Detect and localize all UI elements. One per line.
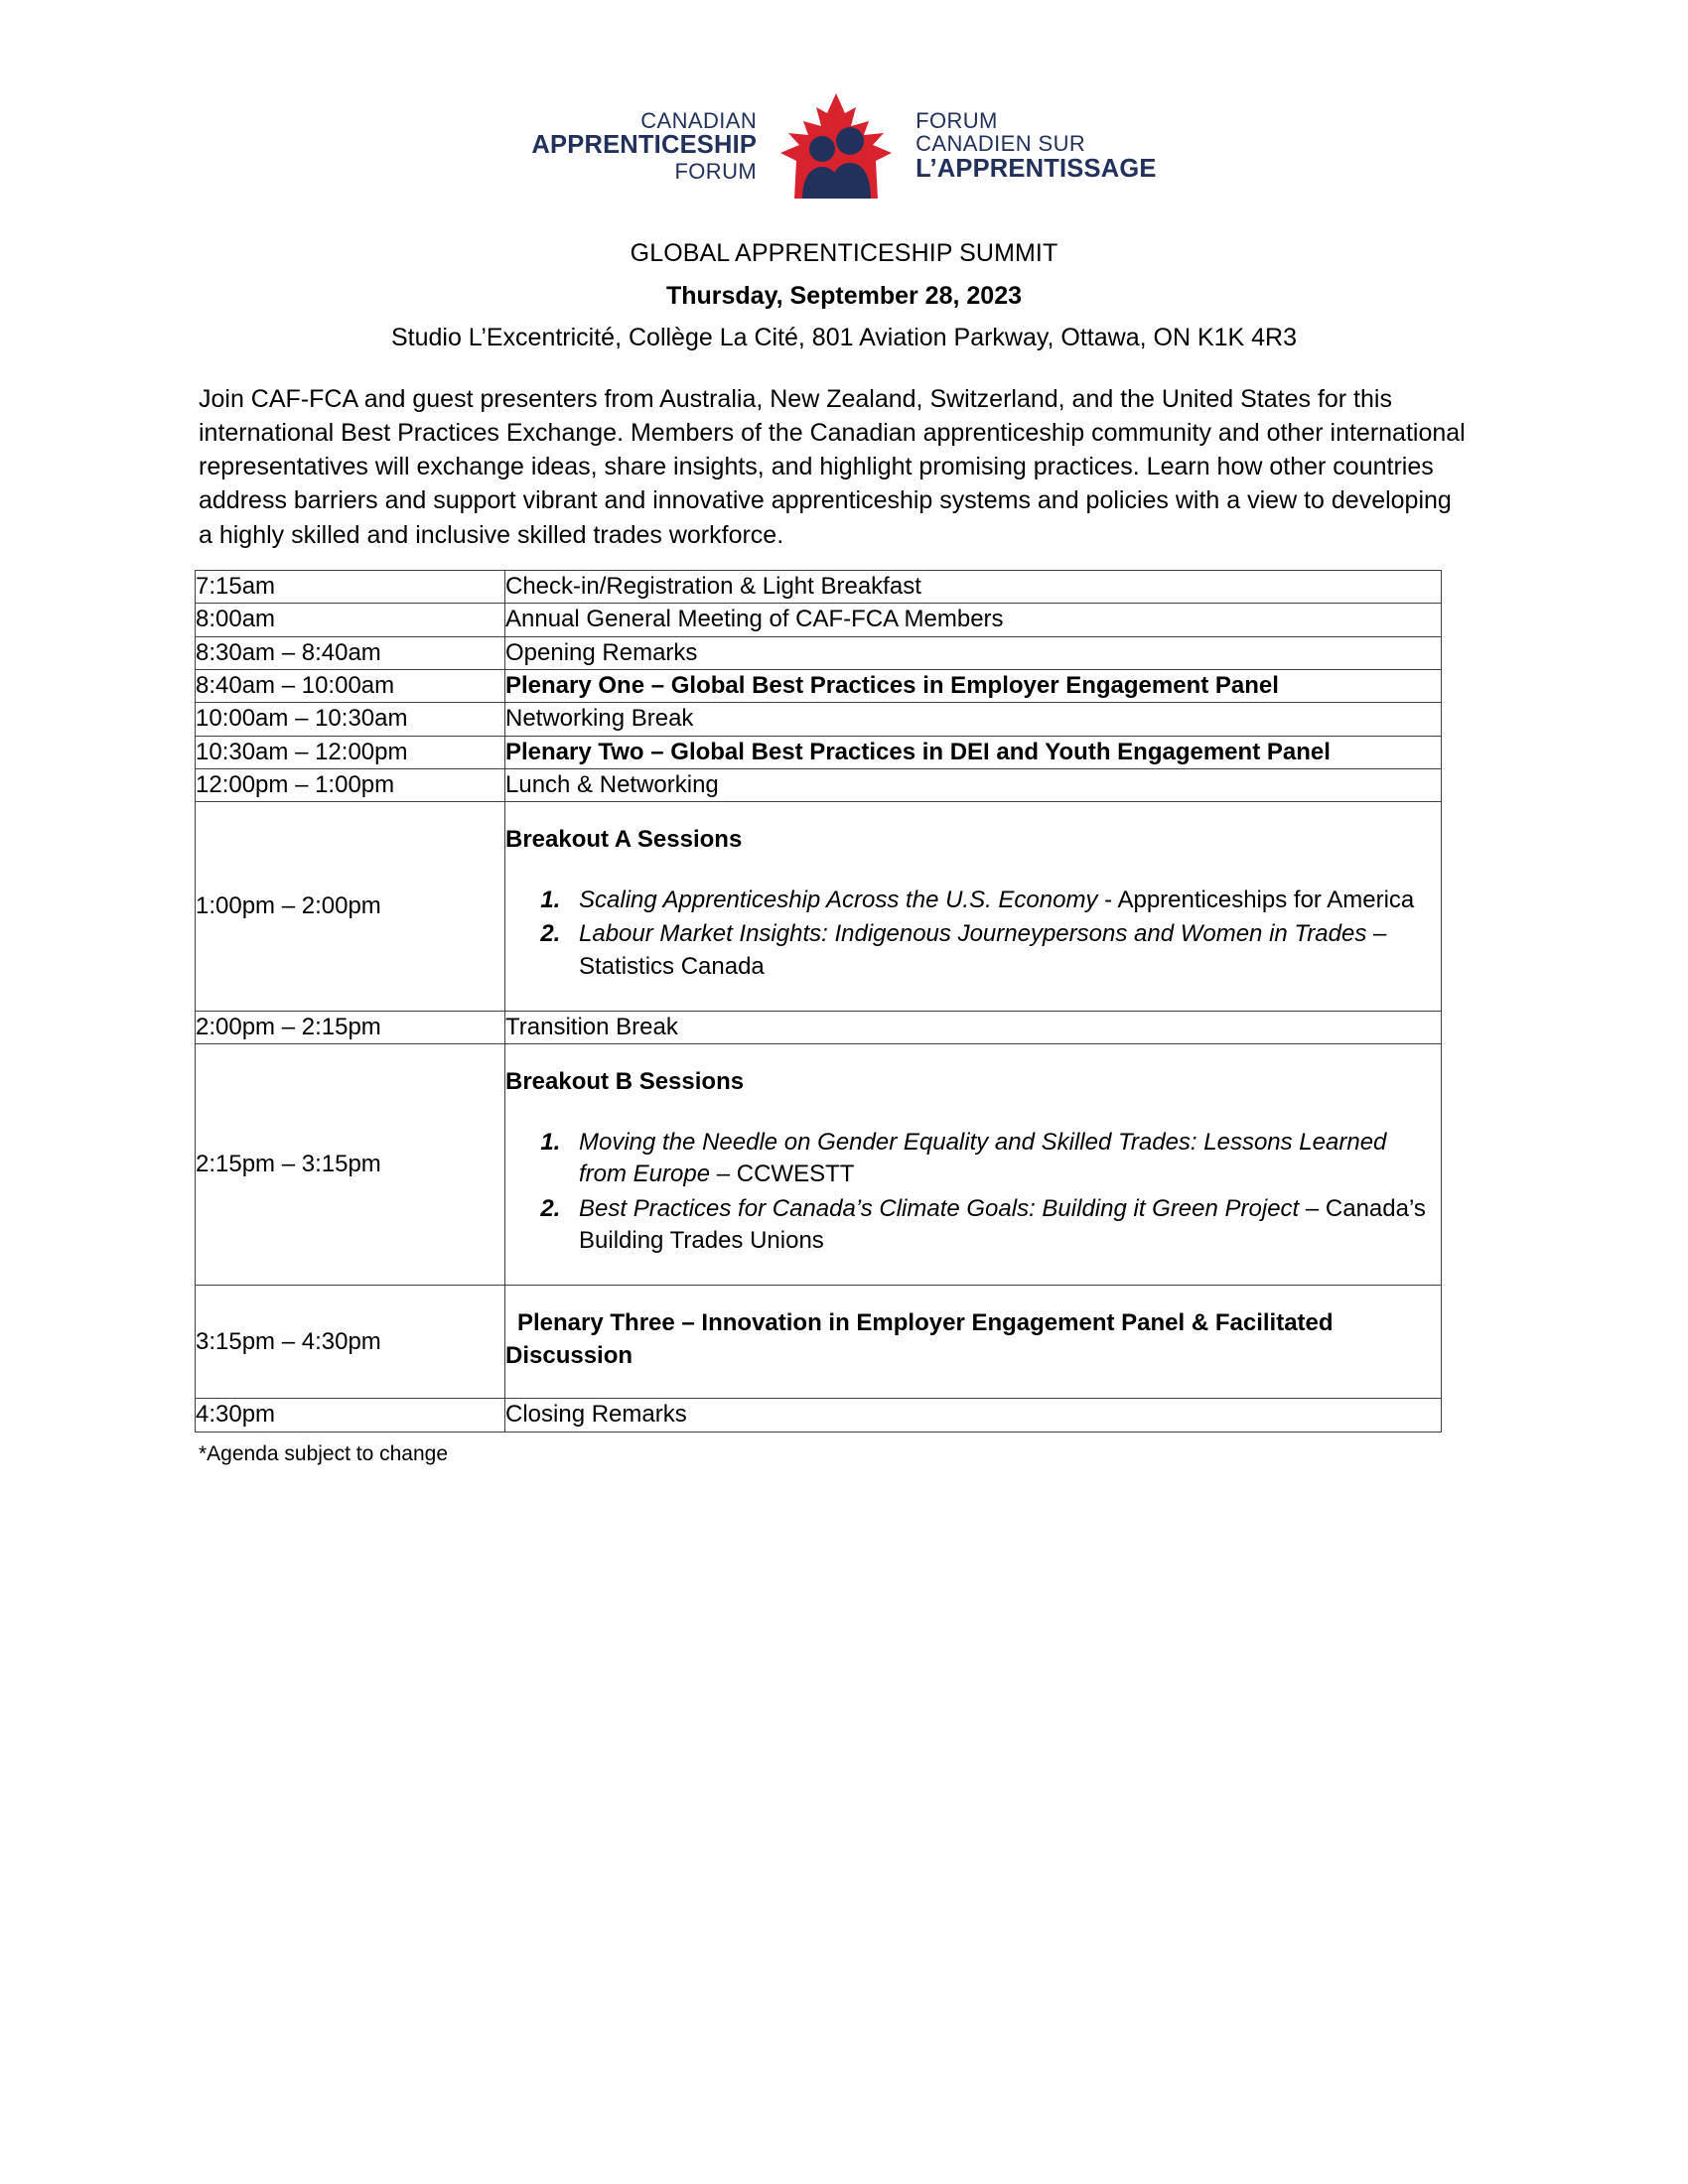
row-time: 10:00am – 10:30am	[196, 703, 505, 736]
page-title: GLOBAL APPRENTICESHIP SUMMIT	[630, 239, 1058, 267]
row-time: 8:40am – 10:00am	[196, 669, 505, 702]
row-time: 8:00am	[196, 604, 505, 636]
session-org: – CCWESTT	[710, 1160, 855, 1188]
table-row	[196, 570, 1442, 603]
row-description: Opening Remarks	[505, 636, 1442, 669]
row-description: Transition Break	[505, 1012, 1442, 1044]
table-row	[196, 604, 1442, 636]
row-description: Annual General Meeting of CAF-FCA Members	[505, 604, 1442, 636]
row-description: Plenary Two – Global Best Practices in DEI and Youth Engagement Panel	[505, 736, 1442, 768]
table-row-plenary-three	[196, 1286, 1442, 1399]
session-title: Labour Market Insights: Indigenous Journeypersons and Women in Trades	[579, 920, 1367, 948]
session-org: – Canada’s Building Trades Unions	[579, 1194, 1426, 1254]
table-row	[196, 636, 1442, 669]
row-description: Networking Break	[505, 703, 1442, 736]
footnote: *Agenda subject to change	[199, 1441, 449, 1465]
agenda-table-container	[0, 570, 1688, 1433]
row-time: 3:15pm – 4:30pm	[196, 1286, 505, 1399]
list-item	[567, 1127, 1441, 1191]
breakout-b-session-list	[505, 1127, 1441, 1258]
session-title: Scaling Apprenticeship Across the U.S. Economy	[579, 886, 1098, 913]
list-item	[567, 918, 1441, 983]
row-description	[505, 1044, 1442, 1286]
row-description: Lunch & Networking	[505, 769, 1442, 802]
table-row	[196, 1399, 1442, 1432]
session-title: Moving the Needle on Gender Equality and Skilled Trades: Lessons Learned from Europe	[579, 1128, 1387, 1188]
event-venue: Studio L’Excentricité, Collège La Cité, 801 Aviation Parkway, Ottawa, ON K1K 4R3	[390, 324, 1298, 351]
row-time: 8:30am – 8:40am	[196, 636, 505, 669]
row-time: 2:00pm – 2:15pm	[196, 1012, 505, 1044]
row-time: 4:30pm	[196, 1399, 505, 1432]
logo-text-english	[531, 109, 773, 183]
logo-en-line2: APPRENTICESHIP	[531, 131, 758, 160]
table-row	[196, 669, 1442, 702]
organization-logo	[0, 0, 1688, 210]
session-org: - Apprenticeships for America	[1097, 886, 1415, 913]
row-time: 7:15am	[196, 570, 505, 603]
breakout-a-session-list	[505, 885, 1441, 983]
logo-fr-line2: CANADIEN SUR	[915, 131, 1086, 157]
table-row	[196, 736, 1442, 768]
row-time: 12:00pm – 1:00pm	[196, 769, 505, 802]
table-row	[196, 1012, 1442, 1044]
list-item	[567, 1193, 1441, 1258]
session-org: – Statistics Canada	[579, 920, 1387, 980]
plenary-three-text: Plenary Three – Innovation in Employer Engagement Panel & Facilitated Discussion	[505, 1309, 1334, 1369]
logo-lockup	[531, 91, 1156, 201]
maple-leaf-people-icon	[773, 91, 900, 201]
breakout-b-heading: Breakout B Sessions	[505, 1068, 745, 1096]
table-row	[196, 703, 1442, 736]
agenda-table	[195, 570, 1442, 1433]
table-row	[196, 769, 1442, 802]
breakout-a-heading: Breakout A Sessions	[505, 826, 743, 854]
logo-fr-line3: L’APPRENTISSAGE	[915, 154, 1157, 183]
logo-fr-line1: FORUM	[915, 107, 998, 133]
logo-en-line3: FORUM	[674, 158, 758, 184]
row-time: 10:30am – 12:00pm	[196, 736, 505, 768]
logo-en-line1: CANADIAN	[640, 107, 758, 133]
list-item	[567, 885, 1441, 916]
table-row-breakout-a	[196, 802, 1442, 1012]
row-description: Check-in/Registration & Light Breakfast	[505, 570, 1442, 603]
row-description: Plenary One – Global Best Practices in Employer Engagement Panel	[505, 669, 1442, 702]
row-description: Closing Remarks	[505, 1399, 1442, 1432]
logo-text-french	[900, 109, 1156, 183]
row-description	[505, 802, 1442, 1012]
document-header	[0, 236, 1688, 552]
table-row-breakout-b	[196, 1044, 1442, 1286]
row-time: 2:15pm – 3:15pm	[196, 1044, 505, 1286]
event-date: Thursday, September 28, 2023	[665, 281, 1023, 310]
intro-paragraph: Join CAF-FCA and guest presenters from Australia, New Zealand, Switzerland, and the United States for this international Best Practices Exchange. Members of the Canadian apprenticeship community and other international representatives will exchange ideas, share insights, and highlight promising practices. Learn how other countries address barriers and support vibrant and innovative apprenticeship systems and policies with a view to developing a highly skilled and inclusive skilled trades workforce.	[199, 384, 1466, 549]
session-title: Best Practices for Canada’s Climate Goals: Building it Green Project	[579, 1194, 1300, 1222]
row-time: 1:00pm – 2:00pm	[196, 802, 505, 1012]
row-description	[505, 1286, 1442, 1399]
